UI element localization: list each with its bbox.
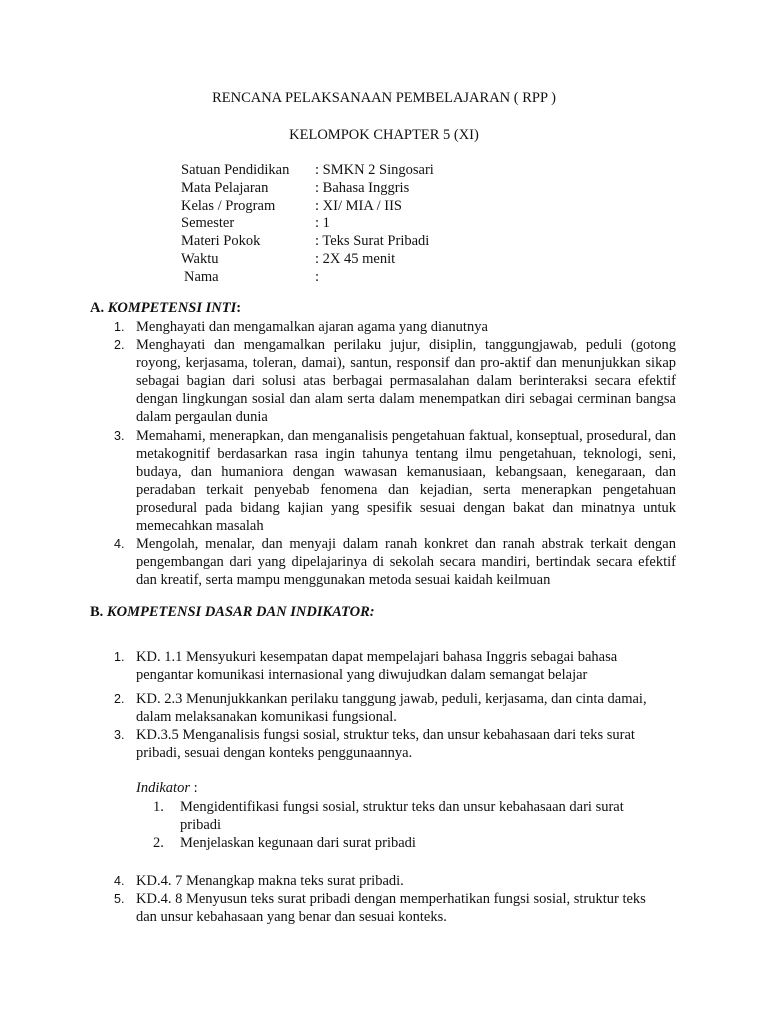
kompetensi-inti-list — [114, 318, 676, 589]
list-text: pengantar komunikasi internasional yang diwujudkan dalam semangat belajar — [136, 667, 588, 684]
list-item — [114, 648, 676, 684]
section-b-prefix: B. — [90, 604, 104, 620]
list-item — [114, 890, 676, 926]
identity-label: Materi Pokok — [181, 233, 261, 250]
list-item — [114, 318, 676, 336]
list-text: KD. 1.1 Mensyukuri kesempatan dapat mempelajari bahasa Inggris sebagai bahasa — [136, 649, 618, 665]
indikator-list — [153, 798, 660, 852]
list-number: 5. — [114, 892, 125, 907]
list-text: KD. 2.3 Menunjukkankan perilaku tanggung jawab, peduli, kerjasama, dan cinta damai, — [136, 691, 647, 707]
list-number: 2. — [153, 835, 164, 852]
list-text: Menghayati dan mengamalkan ajaran agama yang dianutnya — [136, 319, 488, 335]
list-item — [114, 872, 676, 890]
identity-row — [181, 233, 434, 251]
list-number: 1. — [114, 650, 125, 664]
identity-row — [181, 180, 434, 198]
list-item — [114, 535, 676, 589]
identity-value: : XI/ MIA / IIS — [315, 197, 402, 214]
kompetensi-dasar-list — [114, 648, 676, 684]
section-a-heading — [90, 300, 241, 317]
identity-value: : — [315, 268, 320, 285]
document-subtitle: KELOMPOK CHAPTER 5 (XI) — [289, 127, 479, 143]
section-a-prefix: A. — [90, 300, 105, 316]
identity-label: Kelas / Program — [181, 197, 276, 214]
list-number: 2. — [114, 692, 125, 706]
identity-row — [181, 198, 434, 216]
list-text: Mengidentifikasi fungsi sosial, struktur teks dan unsur kebahasaan dari surat — [180, 799, 624, 815]
list-item — [153, 798, 660, 834]
list-text: KD.3.5 Menganalisis fungsi sosial, struktur teks, dan unsur kebahasaan dari teks surat — [136, 727, 635, 744]
list-text: KD.4. 7 Menangkap makna teks surat pribadi. — [136, 873, 404, 889]
list-item — [114, 336, 676, 426]
section-b-title: KOMPETENSI DASAR DAN INDIKATOR: — [106, 604, 375, 620]
list-number: 2. — [114, 338, 125, 353]
list-number: 4. — [114, 874, 125, 888]
identity-row — [181, 215, 434, 233]
list-text: KD.4. 8 Menyusun teks surat pribadi dengan memperhatikan fungsi sosial, struktur teks — [136, 891, 646, 908]
section-a-suffix: : — [236, 300, 242, 316]
identity-value: : Bahasa Inggris — [315, 179, 410, 196]
kompetensi-dasar-list — [114, 690, 676, 762]
identity-label: Semester — [181, 215, 235, 232]
list-text: dan unsur kebahasaan yang benar dan sesuai konteks. — [136, 909, 447, 926]
identity-row — [181, 251, 434, 269]
identity-value: : Teks Surat Pribadi — [315, 233, 430, 250]
list-text: pribadi — [180, 817, 222, 834]
indikator-heading — [136, 780, 198, 797]
list-item — [153, 834, 660, 852]
section-a-title: KOMPETENSI INTI — [107, 300, 237, 316]
list-text: Mengolah, menalar, dan menyaji dalam ranah konkret dan ranah abstrak terkait dengan pengembangan dari yang dipelajarinya di sekolah secara mandiri, bertindak secara efektif dan kreatif, serta mampu menggunakan metoda sesuai kaidah keilmuan — [136, 536, 676, 589]
list-text: Memahami, menerapkan, dan menganalisis pengetahuan faktual, konseptual, prosedural, dan metakognitif berdasarkan rasa ingin tahunya tentang ilmu pengetahuan, teknologi, seni, budaya, dan humaniora dengan wawasan kemanusiaan, kebangsaan, kenegaraan, dan peradaban terkait penyebab fenomena dan kejadian, serta menerapkan pengetahuan prosedural pada bidang kajian yang spesifik sesuai dengan bakat dan minatnya untuk memecahkan masalah — [136, 427, 676, 535]
list-number: 1. — [153, 799, 164, 815]
section-b-heading — [90, 604, 375, 621]
list-text: Menghayati dan mengamalkan perilaku jujur, disiplin, tanggungjawab, peduli (gotong royong, kerjasama, toleran, damai), santun, responsif dan pro-aktif dan menunjukkan sikap sebagai bagian dari solusi atas berbagai permasalahan dalam berinteraksi secara efektif dengan lingkungan sosial dan alam serta dalam menempatkan diri sebagai cerminan bangsa dalam pergaulan dunia — [136, 337, 676, 426]
list-number: 3. — [114, 428, 125, 443]
indikator-label: Indikator — [136, 780, 190, 796]
identity-row — [181, 162, 434, 180]
identity-table — [181, 162, 434, 287]
document-title: RENCANA PELAKSANAAN PEMBELAJARAN ( RPP ) — [212, 90, 556, 106]
identity-row — [181, 269, 434, 287]
identity-label: Satuan Pendidikan — [181, 162, 290, 178]
list-number: 1. — [114, 320, 125, 334]
identity-label: Mata Pelajaran — [181, 179, 269, 196]
identity-value: : 1 — [315, 215, 330, 232]
identity-label: Waktu — [181, 250, 219, 267]
kompetensi-dasar-list — [114, 872, 676, 926]
indikator-colon: : — [189, 780, 198, 796]
identity-value: : 2X 45 menit — [315, 250, 396, 267]
list-item — [114, 690, 676, 726]
identity-label: Nama — [184, 268, 219, 285]
identity-value: : SMKN 2 Singosari — [315, 162, 434, 178]
list-text: dalam melaksanakan komunikasi fungsional. — [136, 709, 397, 726]
list-number: 3. — [114, 728, 125, 743]
list-text: Menjelaskan kegunaan dari surat pribadi — [180, 835, 416, 852]
list-item — [114, 726, 676, 762]
list-item — [114, 427, 676, 536]
list-text: pribadi, sesuai dengan konteks penggunaannya. — [136, 745, 413, 762]
list-number: 4. — [114, 537, 125, 552]
